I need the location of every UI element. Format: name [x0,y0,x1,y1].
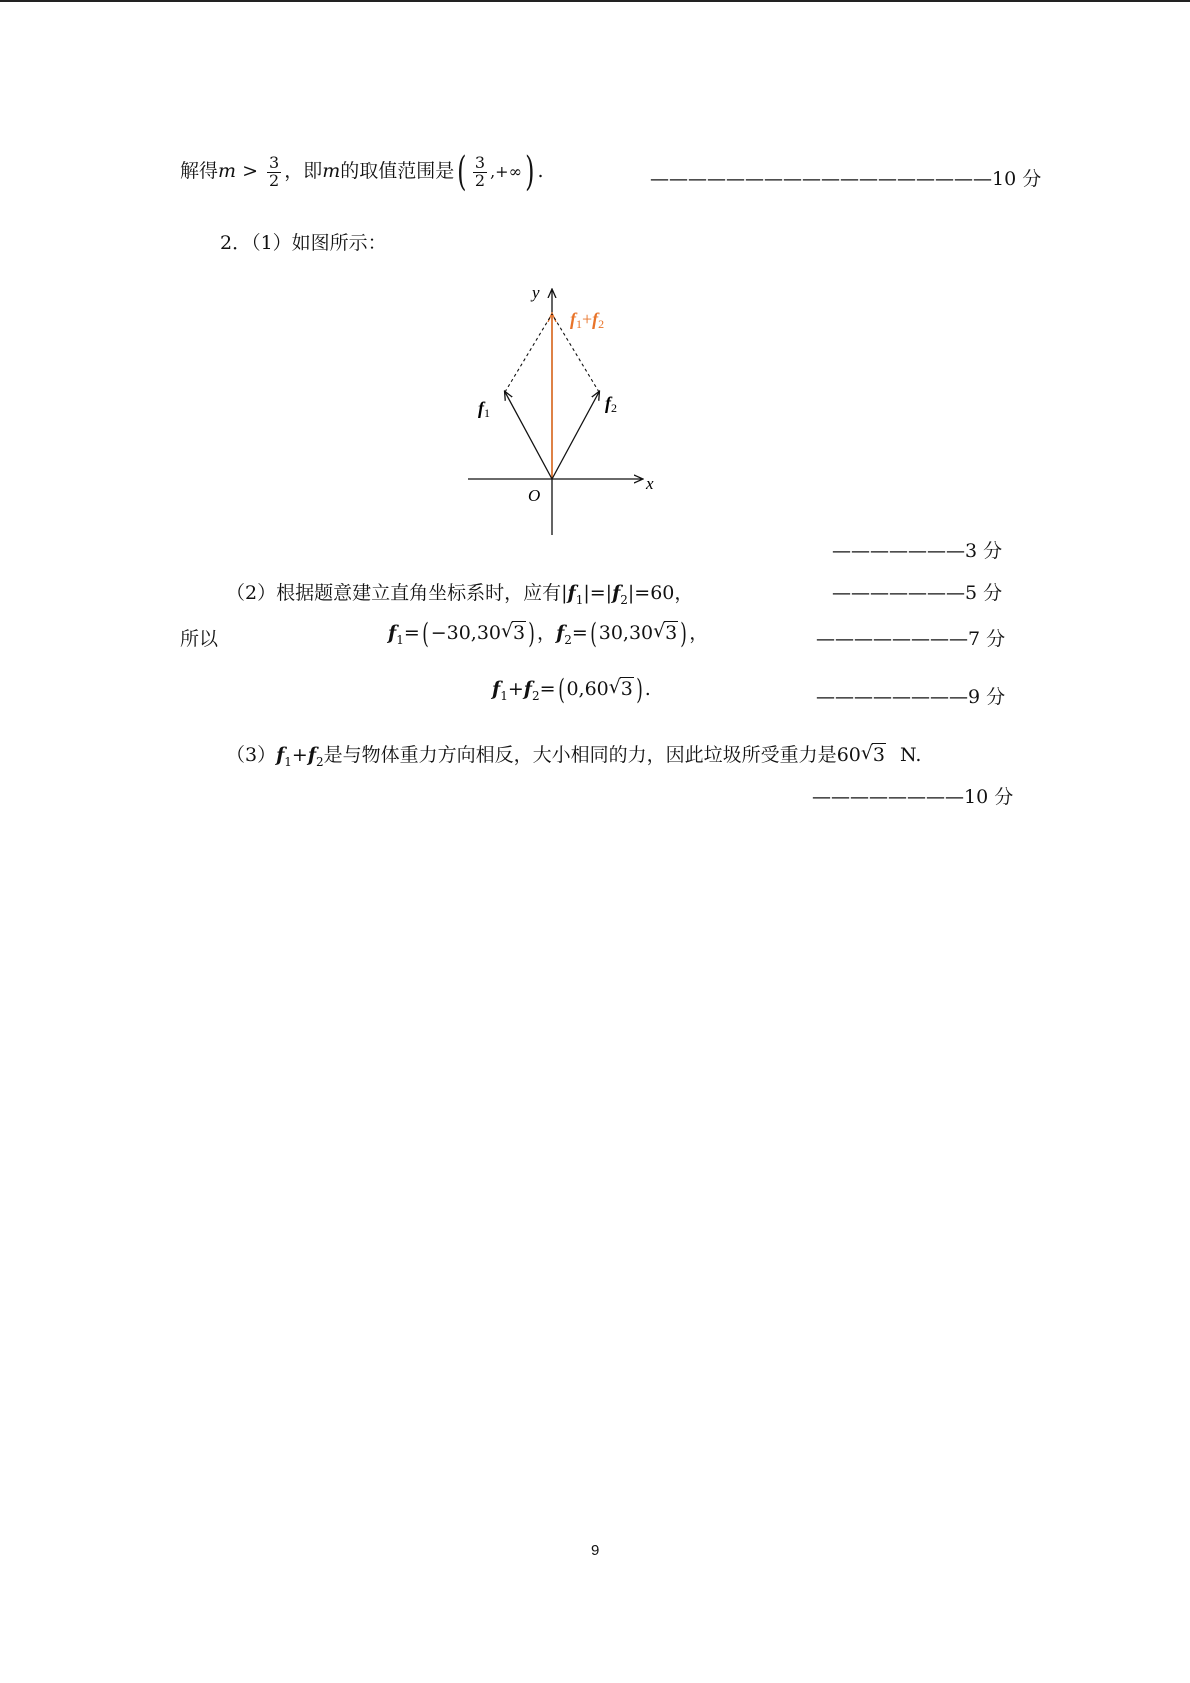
frac-denominator: 2 [269,170,280,190]
rparen-sum: ) [636,673,643,706]
eq-1: = [403,622,420,644]
f1-components: −30,30 [430,622,502,644]
plus: + [507,678,524,700]
page-number: 9 [591,1542,600,1559]
rparen-f1: ) [528,617,535,650]
text-jiede: 解得 [180,160,219,182]
lparen-sum: ( [557,673,565,706]
fraction-3-2 [267,152,281,190]
sqrt-3-a: √ 3 [501,622,526,644]
sub-1: 1 [575,592,584,607]
label-y: y [532,283,540,302]
plus-d: + [291,744,308,766]
var-f2-b: f [556,622,565,644]
var-f1: f [567,582,576,604]
label-suoyi: 所以 [180,628,219,650]
sqrt-3-d: √ 3 [861,744,886,766]
score-9: ————————9 分 [816,686,1006,708]
var-f1-b: f [388,622,397,644]
top-rule [0,0,1190,2]
vector-f1 [505,392,552,479]
lparen-f1: ( [421,617,429,650]
score-5: ———————5 分 [832,582,1003,604]
question-2-heading: 2．（1）如图所示： [220,232,387,254]
unit-newton: N. [899,744,922,766]
var-m: m [218,160,237,182]
sub-2: 2 [620,592,628,607]
sub-1-d: 1 [284,754,292,769]
part-3-line [226,740,921,769]
sum-components: 0,60 [566,678,609,700]
score-7: ————————7 分 [816,628,1006,650]
part-3-prefix: （3） [226,744,277,766]
abs-mid: |=| [583,582,613,604]
sqrt-3-c: √ 3 [609,678,634,700]
part-2-text: （2）根据题意建立直角坐标系时，应有| [226,582,568,604]
vector-f2 [552,392,599,479]
var-f1-c: f [492,678,501,700]
gt-sign: > [236,160,265,182]
sub-2-d: 2 [316,754,324,769]
gravity-coef: 60 [836,744,861,766]
part-2-line [226,578,693,607]
label-f2: f2 [605,393,617,415]
rparen-f2: ) [680,617,687,650]
var-f2: f [612,582,621,604]
sub-2-b: 2 [564,632,572,647]
sum-vector-line [492,673,651,706]
vector-components-line [388,618,708,648]
sub-1-b: 1 [396,632,404,647]
left-paren: ( [457,149,467,195]
var-f2-c: f [523,678,532,700]
dashed-side-left [505,314,552,392]
comma-end: ， [689,622,709,644]
eq-3: = [539,678,556,700]
label-x: x [646,474,654,493]
part-3-text: 是与物体重力方向相反，大小相同的力，因此垃圾所受重力是 [323,744,837,766]
period-sum: . [644,678,651,700]
sqrt-3-b: √ 3 [653,622,678,644]
var-f1-d: f [276,744,285,766]
lparen-f2: ( [590,617,597,650]
interval-tail: ,+∞ [490,162,522,181]
fraction-3-2-interval: $\frac{3}{2}$ [474,152,486,190]
label-f1: f1 [478,398,490,420]
score-10-line1: ——————————————————10 分 [650,168,1042,190]
eq-2: = [571,622,588,644]
var-m-2: m [322,160,341,182]
text-ji: ，即 [284,160,323,182]
var-f2-d: f [307,744,317,766]
text-range: 的取值范围是 [340,160,455,182]
label-origin: O [528,486,541,505]
score-3: ———————3 分 [832,540,1003,562]
vector-diagram [460,280,670,540]
right-paren: ) [525,149,535,195]
separator: ， [537,622,557,644]
sub-2-c: 2 [531,688,540,703]
answer-line-m-range [180,149,544,195]
label-f1-plus-f2: f1+f2 [570,309,605,331]
f2-components: 30,30 [598,622,654,644]
score-10-part3: ————————10 分 [812,786,1014,808]
abs-end: |=60， [627,582,694,604]
sub-1-c: 1 [500,688,508,703]
period: . [537,160,544,182]
frac-numerator: 3 [269,152,280,172]
